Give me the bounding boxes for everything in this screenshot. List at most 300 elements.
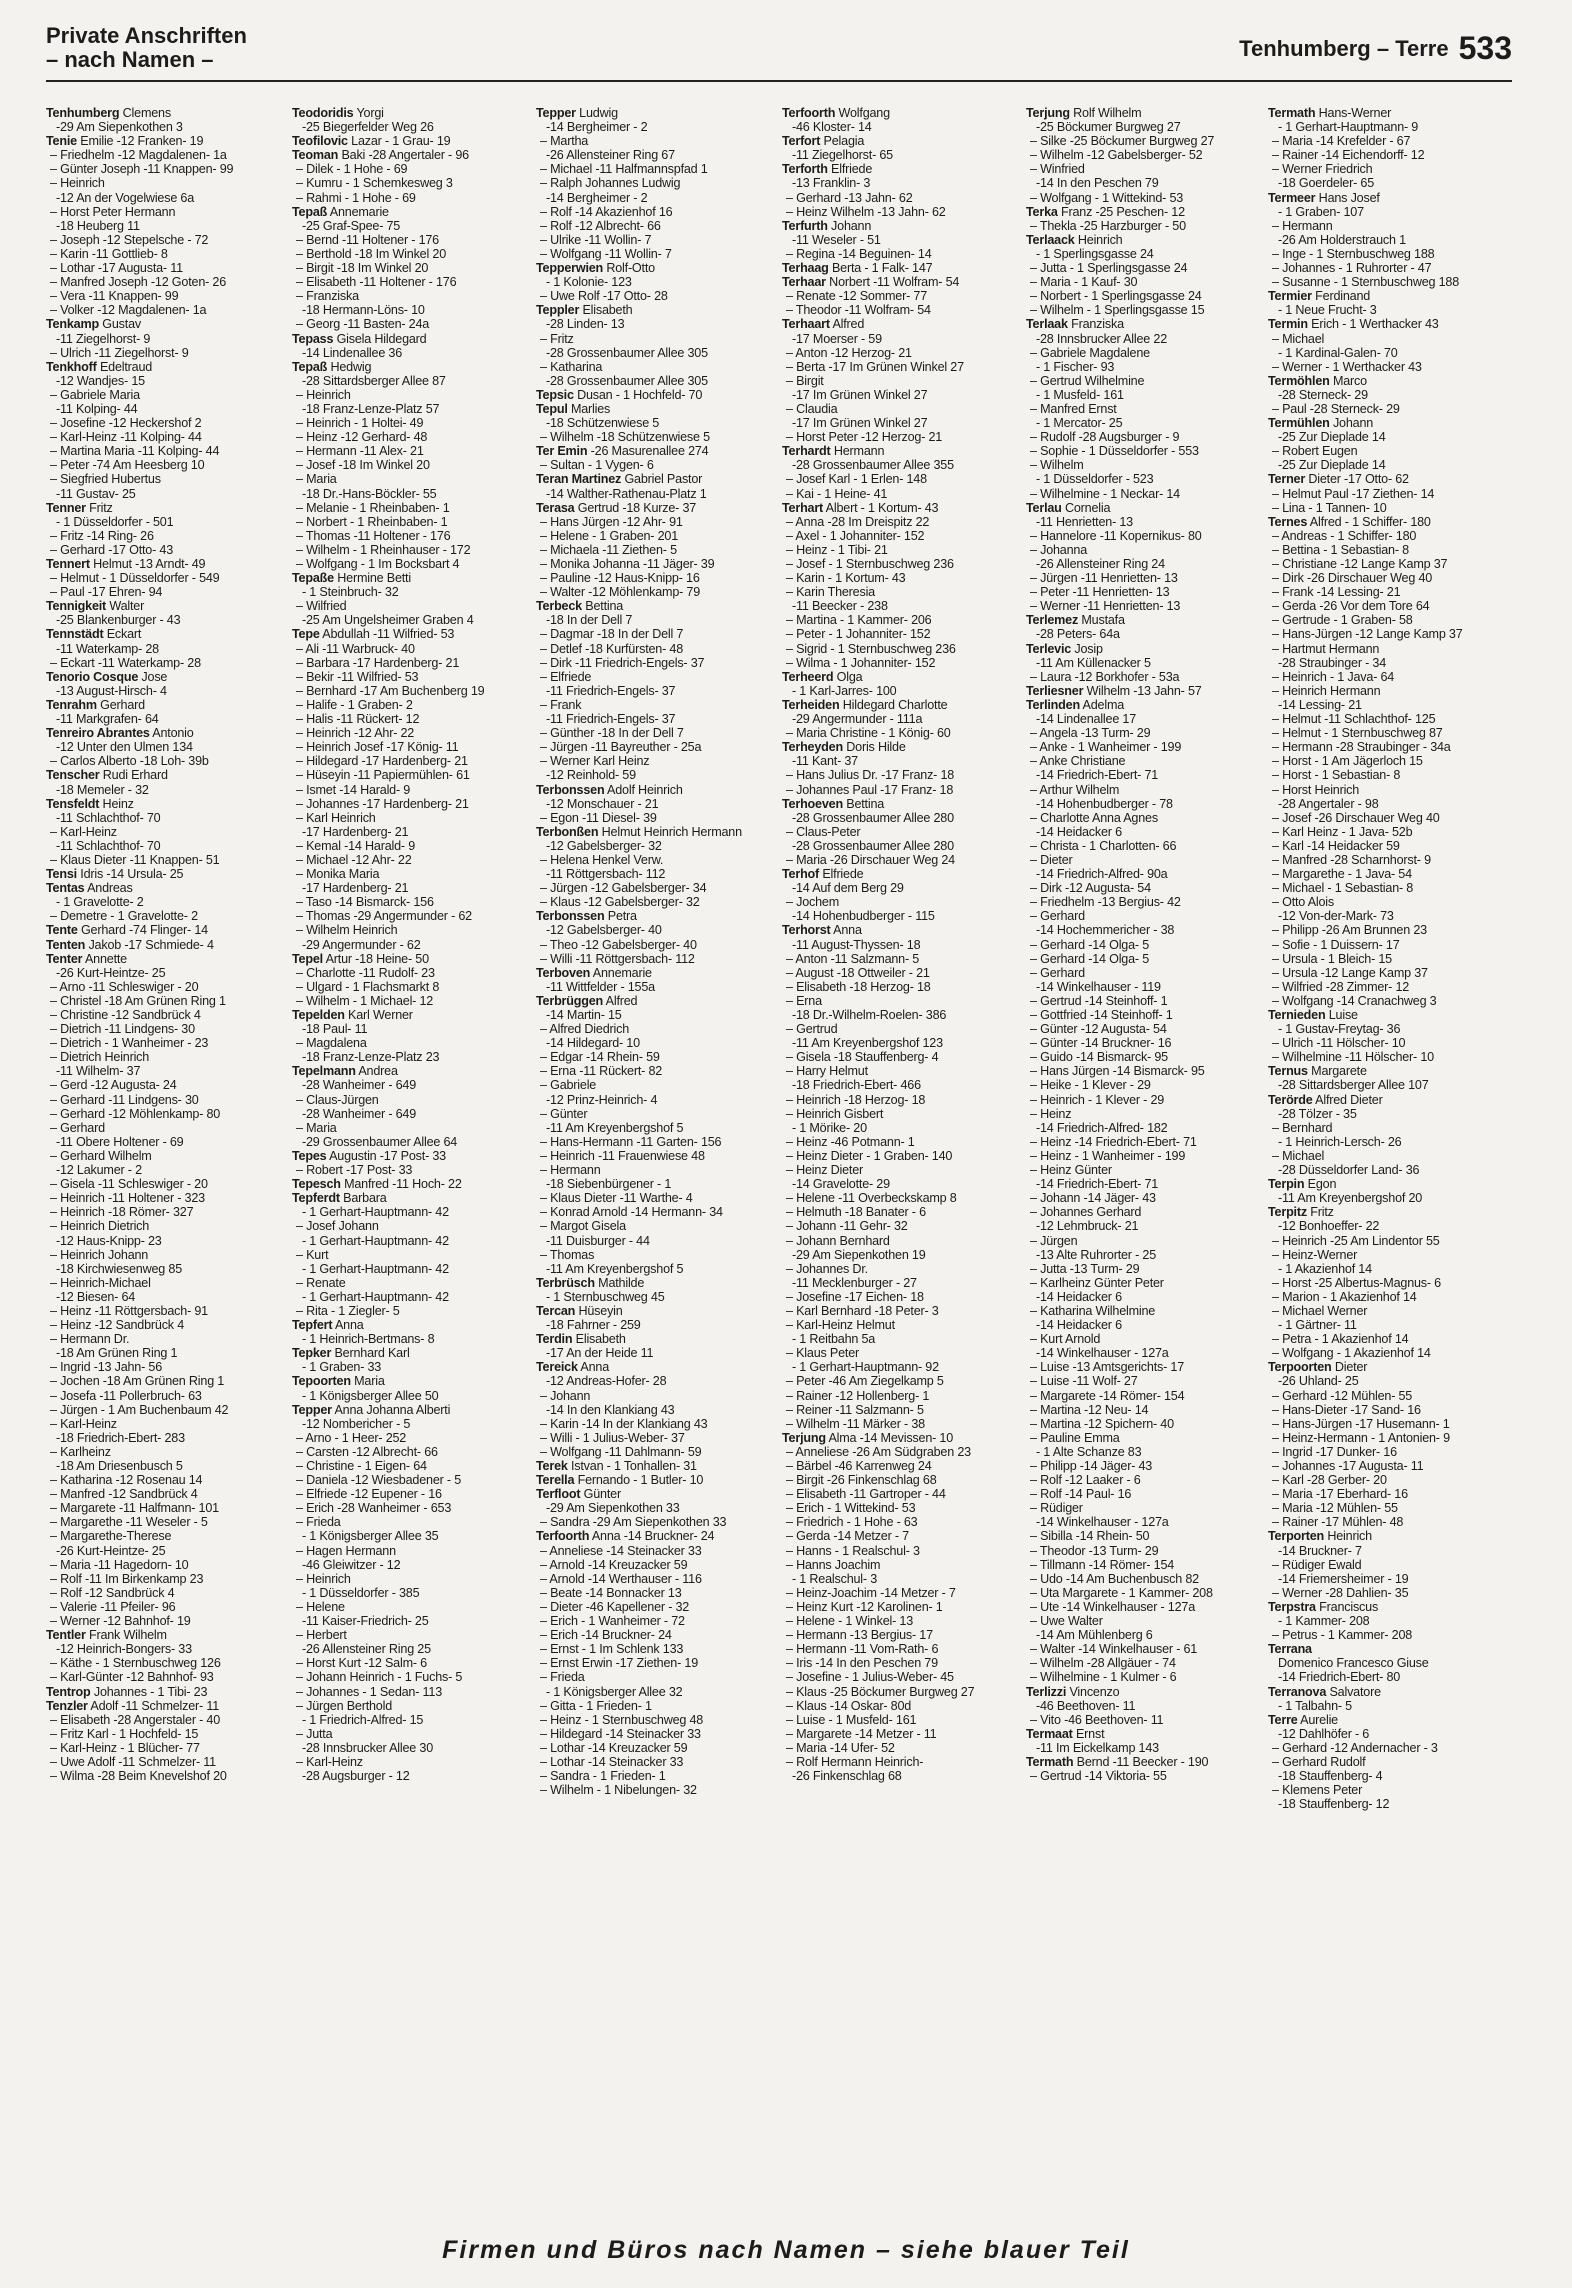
- directory-entry-line: – Josef -26 Dirschauer Weg 40: [1272, 810, 1440, 825]
- directory-entry-line: – Luise -13 Amtsgerichts- 17: [1030, 1360, 1184, 1375]
- surname: Ternus: [1268, 1064, 1308, 1079]
- directory-entry-line: – Rudolf -28 Augsburger - 9: [1030, 430, 1180, 445]
- directory-entry-line: – Frieda: [540, 1670, 585, 1685]
- directory-entry-line: Terbrüsch Mathilde: [536, 1275, 645, 1290]
- directory-entry-line: - 1 Akazienhof 14: [1278, 1261, 1372, 1276]
- surname: Tepoorten: [292, 1374, 351, 1389]
- surname: Terlevic: [1026, 641, 1072, 656]
- directory-entry-line: -14 Lessing- 21: [1278, 697, 1362, 712]
- directory-entry-line: -29 Angermunder - 111a: [792, 712, 923, 727]
- directory-entry-line: Teofilovic Lazar - 1 Grau- 19: [292, 134, 451, 149]
- directory-entry-line: - 1 Mercator- 25: [1036, 416, 1123, 431]
- directory-entry-line: – Peter -46 Am Ziegelkamp 5: [786, 1374, 944, 1389]
- directory-entry-line: – Volker -12 Magdalenen- 1a: [50, 303, 207, 318]
- directory-entry-line: – Walter -14 Winkelhauser - 61: [1030, 1642, 1198, 1657]
- directory-entry-line: – Heinz Dieter - 1 Graben- 140: [786, 1148, 953, 1163]
- directory-entry-line: – Horst - 1 Am Jägerloch 15: [1272, 754, 1423, 769]
- directory-entry-line: -18 Dr.-Wilhelm-Roelen- 386: [792, 1008, 947, 1022]
- surname: Termeer: [1268, 190, 1316, 205]
- directory-entry-line: – Michael Werner: [1272, 1303, 1368, 1318]
- directory-entry-line: -18 Goerdeler- 65: [1278, 176, 1375, 191]
- directory-entry-line: – Anton -12 Herzog- 21: [786, 345, 912, 360]
- directory-entry-line: – Helmut - 1 Sternbuschweg 87: [1272, 726, 1443, 741]
- directory-entry-line: – Walter -12 Möhlenkamp- 79: [540, 585, 701, 600]
- directory-entry-line: -11 Friedrich-Engels- 37: [546, 712, 676, 727]
- directory-entry-line: – Manfred Joseph -12 Goten- 26: [50, 275, 227, 290]
- directory-entry-line: Tentas Andreas: [46, 881, 133, 896]
- directory-entry-line: – Detlef -18 Kurfürsten- 48: [540, 641, 684, 656]
- directory-entry-line: – Heinrich -11 Frauenwiese 48: [540, 1148, 705, 1163]
- directory-entry-line: – Heinrich Gisbert: [786, 1106, 884, 1121]
- surname: Terbonssen: [536, 909, 605, 924]
- directory-entry-line: Tenzler Adolf -11 Schmelzer- 11: [46, 1698, 219, 1713]
- directory-entry-line: – Wilhelmine - 1 Kulmer - 6: [1030, 1670, 1177, 1685]
- directory-entry-line: Tepaß Annemarie: [292, 204, 389, 219]
- directory-entry-line: – Michaela -11 Ziethen- 5: [540, 542, 677, 557]
- directory-entry-line: -11 Im Eickelkamp 143: [1036, 1740, 1159, 1755]
- directory-entry-line: -12 Lehmbruck- 21: [1036, 1219, 1139, 1234]
- directory-entry-line: – Berta -17 Im Grünen Winkel 27: [786, 359, 964, 374]
- directory-entry-line: – Josefine -12 Heckershof 2: [50, 416, 202, 431]
- directory-entry-line: Tepes Augustin -17 Post- 33: [292, 1148, 446, 1163]
- directory-entry-line: – Käthe - 1 Sternbuschweg 126: [50, 1656, 221, 1671]
- directory-entry-line: -12 Von-der-Mark- 73: [1278, 909, 1394, 924]
- directory-entry-line: -14 In den Klankiang 43: [546, 1402, 675, 1417]
- directory-entry-line: Termin Erich - 1 Werthacker 43: [1268, 317, 1439, 332]
- directory-entry-line: – Valerie -11 Pfeiler- 96: [50, 1599, 176, 1614]
- directory-entry-line: – Charlotte Anna Agnes: [1030, 810, 1158, 825]
- directory-entry-line: Ternieden Luise: [1268, 1008, 1358, 1022]
- directory-entry-line: – Marion - 1 Akazienhof 14: [1272, 1289, 1417, 1304]
- surname: Terhardt: [782, 444, 831, 459]
- surname: Terpitz: [1268, 1205, 1307, 1220]
- directory-entry-line: – Erich -28 Wanheimer - 653: [296, 1501, 452, 1516]
- directory-entry-line: – Johann Bernhard: [786, 1233, 890, 1248]
- directory-entry-line: – Hermann -28 Straubinger - 34a: [1272, 740, 1451, 755]
- surname: Terhaar: [782, 275, 826, 290]
- surname: Tepperwien: [536, 261, 604, 276]
- directory-entry-line: – Heinz Kurt -12 Karolinen- 1: [786, 1599, 943, 1614]
- directory-entry-line: -28 Sittardsberger Allee 87: [302, 373, 446, 388]
- directory-column-5: [1026, 106, 1258, 2236]
- directory-entry-line: – Gisela -18 Stauffenberg- 4: [786, 1050, 939, 1065]
- directory-entry-line: -25 Graf-Spee- 75: [302, 218, 401, 233]
- directory-entry-line: – Frank: [540, 697, 582, 712]
- directory-column-4: [782, 106, 1014, 2236]
- surname: Tepaße: [292, 571, 334, 586]
- surname: Tepaß: [292, 204, 328, 219]
- directory-entry-line: – Johann Heinrich - 1 Fuchs- 5: [296, 1670, 463, 1685]
- directory-entry-line: -14 Winkelhauser - 127a: [1036, 1515, 1169, 1530]
- directory-entry-line: – Karl-Heinz - 1 Blücher- 77: [50, 1740, 200, 1755]
- directory-entry-line: – Carlos Alberto -18 Loh- 39b: [50, 754, 209, 769]
- directory-entry-line: -12 Prinz-Heinrich- 4: [546, 1092, 658, 1107]
- surname: Tepaß: [292, 359, 328, 374]
- directory-entry-line: Termühlen Johann: [1268, 416, 1374, 431]
- directory-entry-line: – Dilek - 1 Hohe - 69: [296, 162, 408, 177]
- page-header: [46, 24, 1512, 82]
- directory-entry-line: – Karl-Günter -12 Bahnhof- 93: [50, 1670, 214, 1685]
- directory-entry-line: Terka Franz -25 Peschen- 12: [1026, 204, 1185, 219]
- directory-entry-line: Terhof Elfriede: [782, 867, 864, 882]
- surname: Terpstra: [1268, 1599, 1316, 1614]
- directory-entry-line: – Horst Peter Hermann: [50, 204, 176, 219]
- directory-entry-line: -17 Im Grünen Winkel 27: [792, 416, 928, 431]
- directory-entry-line: Terhart Albert - 1 Kortum- 43: [782, 500, 939, 515]
- directory-entry-line: – Heinz Günter: [1030, 1163, 1112, 1178]
- directory-entry-line: Terdin Elisabeth: [536, 1332, 626, 1347]
- directory-entry-line: Termaat Ernst: [1026, 1726, 1105, 1741]
- directory-entry-line: Tepul Marlies: [536, 401, 611, 416]
- surname: Teppler: [536, 303, 580, 318]
- directory-entry-line: – Heinz-Joachim -14 Metzer - 7: [786, 1585, 956, 1600]
- surname: Tenner: [46, 500, 86, 515]
- directory-entry-line: -28 Wanheimer - 649: [302, 1078, 417, 1093]
- directory-entry-line: – Hannelore -11 Kopernikus- 80: [1030, 528, 1202, 543]
- directory-entry-line: – Elisabeth -11 Gartroper - 44: [786, 1487, 946, 1502]
- directory-entry-line: Terfoorth Wolfgang: [782, 106, 890, 120]
- directory-entry-line: -28 Grossenbaumer Allee 355: [792, 458, 954, 473]
- directory-entry-line: - 1 Graben- 107: [1278, 204, 1364, 219]
- directory-entry-line: Termöhlen Marco: [1268, 373, 1367, 388]
- directory-entry-line: – Helmuth -18 Banater - 6: [786, 1205, 926, 1220]
- directory-entry-line: - 1 Gärtner- 11: [1278, 1318, 1357, 1333]
- directory-entry-line: -26 Allensteiner Ring 24: [1036, 557, 1165, 571]
- directory-entry-line: Terfoorth Anna -14 Bruckner- 24: [536, 1529, 715, 1544]
- directory-entry-line: – Ismet -14 Harald- 9: [296, 782, 411, 797]
- directory-entry-line: – Maria -26 Dirschauer Weg 24: [786, 852, 955, 867]
- directory-entry-line: – Gerhard -14 Olga- 5: [1030, 937, 1150, 952]
- directory-entry-line: – Rolf -11 Im Birkenkamp 23: [50, 1571, 204, 1586]
- directory-entry-line: -14 Am Mühlenberg 6: [1036, 1628, 1153, 1643]
- directory-entry-line: - 1 Königsberger Allee 35: [302, 1529, 439, 1544]
- directory-entry-line: – Anna -28 Im Dreispitz 22: [786, 514, 930, 529]
- directory-entry-line: – Erich -14 Bruckner- 24: [540, 1628, 672, 1643]
- directory-entry-line: – Katharina -12 Rosenau 14: [50, 1473, 203, 1488]
- directory-entry-line: Tepe Abdullah -11 Wilfried- 53: [292, 627, 455, 642]
- directory-entry-line: – Eckart -11 Waterkamp- 28: [50, 655, 201, 670]
- surname: Terhoeven: [782, 796, 843, 811]
- surname: Tenter: [46, 951, 83, 966]
- directory-entry-line: -13 Alte Ruhrorter - 25: [1036, 1247, 1156, 1262]
- directory-entry-line: -12 Gabelsberger- 32: [546, 838, 662, 853]
- directory-entry-line: – Dietrich -11 Lindgens- 30: [50, 1022, 195, 1037]
- directory-entry-line: Tepel Artur -18 Heine- 50: [292, 951, 429, 966]
- directory-entry-line: -14 Gravelotte- 29: [792, 1177, 890, 1192]
- directory-entry-line: -12 Monschauer - 21: [546, 796, 659, 811]
- directory-entry-line: – Arno -11 Schleswiger - 20: [50, 979, 199, 994]
- directory-entry-line: -14 Friedrich-Ebert- 80: [1278, 1670, 1401, 1685]
- directory-entry-line: – Heinrich: [296, 1571, 351, 1586]
- directory-entry-line: – Hermann: [540, 1163, 601, 1178]
- directory-entry-line: – Arnold -14 Werthauser - 116: [540, 1571, 702, 1586]
- directory-entry-line: – Bekir -11 Wilfried- 53: [296, 669, 419, 684]
- directory-entry-line: -25 Böckumer Burgweg 27: [1036, 120, 1181, 135]
- directory-entry-line: – Michael: [1272, 1148, 1325, 1163]
- directory-entry-line: – Lothar -14 Kreuzacker 59: [540, 1740, 688, 1755]
- directory-entry-line: – Herbert: [296, 1628, 347, 1643]
- directory-entry-line: – Rolf -12 Sandbrück 4: [50, 1585, 175, 1600]
- directory-entry-line: – Heinz-Werner: [1272, 1247, 1358, 1262]
- directory-entry-line: – Helmut - 1 Düsseldorfer - 549: [50, 571, 220, 586]
- directory-entry-line: – Wilhelm -12 Gabelsberger- 52: [1030, 148, 1203, 163]
- directory-entry-line: – Sofie - 1 Duissern- 17: [1272, 937, 1400, 952]
- directory-entry-line: Terhaart Alfred: [782, 317, 865, 332]
- directory-entry-line: – Hans Julius Dr. -17 Franz- 18: [786, 768, 955, 783]
- directory-entry-line: – Karin -11 Gottlieb- 8: [50, 246, 168, 261]
- directory-entry-line: – Sultan - 1 Vygen- 6: [540, 458, 654, 473]
- directory-entry-line: Terfloot Günter: [536, 1487, 621, 1502]
- directory-entry-line: – Josef Karl - 1 Erlen- 148: [786, 472, 927, 487]
- directory-entry-line: – Heinz-Hermann - 1 Antonien- 9: [1272, 1430, 1450, 1445]
- directory-entry-line: Terlizzi Vincenzo: [1026, 1684, 1120, 1699]
- directory-entry-line: – Regina -14 Beguinen- 14: [786, 246, 932, 261]
- directory-entry-line: – Hanns Joachim: [786, 1557, 881, 1572]
- surname: Terdin: [536, 1332, 573, 1347]
- directory-column-2: [292, 106, 524, 2236]
- surname: Tepper: [292, 1402, 332, 1417]
- directory-entry-line: – Magdalena: [296, 1036, 367, 1051]
- directory-entry-line: -18 Friedrich-Ebert- 466: [792, 1078, 921, 1093]
- directory-entry-line: Tenorio Cosque Jose: [46, 669, 168, 684]
- directory-entry-line: – Ulrich -11 Hölscher- 10: [1272, 1036, 1406, 1051]
- directory-entry-line: -14 Heidacker 6: [1036, 824, 1122, 839]
- surname: Tennert: [46, 557, 90, 571]
- surname: Terliesner: [1026, 683, 1084, 698]
- directory-entry-line: Tercan Hüseyin: [536, 1303, 623, 1318]
- directory-entry-line: – Frank -14 Lessing- 21: [1272, 585, 1401, 600]
- directory-entry-line: - 1 Sternbuschweg 45: [546, 1289, 665, 1304]
- directory-entry-line: – Norbert - 1 Rheinbaben- 1: [296, 514, 448, 529]
- directory-entry-line: – Sibilla -14 Rhein- 50: [1030, 1529, 1150, 1544]
- directory-entry-line: Tepfert Anna: [292, 1318, 364, 1333]
- directory-entry-line: – Margot Gisela: [540, 1219, 626, 1234]
- directory-entry-line: -11 Henrietten- 13: [1036, 514, 1133, 529]
- surname: Tercan: [536, 1303, 576, 1318]
- directory-entry-line: – Vera -11 Knappen- 99: [50, 289, 179, 304]
- directory-entry-line: Terbonssen Petra: [536, 909, 637, 924]
- directory-entry-line: -14 Lindenallee 36: [302, 345, 403, 360]
- directory-entry-line: – Katharina: [540, 359, 603, 374]
- directory-entry-line: – Bärbel -46 Karrenweg 24: [786, 1459, 932, 1473]
- surname: Tepesch: [292, 1177, 341, 1192]
- directory-entry-line: – Werner Karl Heinz: [540, 754, 650, 769]
- directory-entry-line: – Karin Theresia: [786, 585, 875, 600]
- directory-entry-line: Terlau Cornelia: [1026, 500, 1111, 515]
- directory-entry-line: – Birgit: [786, 373, 824, 388]
- directory-entry-line: – Dieter -46 Kapellener - 32: [540, 1599, 690, 1614]
- surname: Teoman: [292, 148, 339, 163]
- directory-entry-line: – Hermann -13 Bergius- 17: [786, 1628, 933, 1643]
- surname: Teodoridis: [292, 106, 354, 120]
- directory-entry-line: -18 Siebenbürgener - 1: [546, 1177, 672, 1192]
- surname: Terasa: [536, 500, 575, 515]
- directory-entry-line: - 1 Neue Frucht- 3: [1278, 303, 1377, 318]
- directory-entry-line: – Renate -12 Sommer- 77: [786, 289, 927, 304]
- directory-entry-line: – Horst -25 Albertus-Magnus- 6: [1272, 1275, 1441, 1290]
- directory-entry-line: – Petrus - 1 Kammer- 208: [1272, 1628, 1413, 1643]
- directory-entry-line: -28 Grossenbaumer Allee 280: [792, 810, 954, 825]
- directory-entry-line: – Ralph Johannes Ludwig: [540, 176, 681, 191]
- surname: Terfoorth: [782, 106, 836, 120]
- directory-entry-line: – Jürgen -12 Gabelsberger- 34: [540, 881, 707, 896]
- directory-entry-line: Terjung Rolf Wilhelm: [1026, 106, 1142, 120]
- surname: Ternes: [1268, 514, 1308, 529]
- directory-entry-line: -14 Bergheimer - 2: [546, 120, 648, 135]
- directory-entry-line: – Hildegard -17 Hardenberg- 21: [296, 754, 468, 769]
- directory-entry-line: -11 Ziegelhorst- 65: [792, 148, 893, 163]
- directory-entry-line: -29 Am Siepenkothen 19: [792, 1247, 926, 1262]
- directory-entry-line: – Heinrich Josef -17 König- 11: [296, 740, 459, 755]
- directory-entry-line: – Wilhelm - 1 Nibelungen- 32: [540, 1783, 697, 1798]
- directory-entry-line: – Heinrich: [296, 387, 351, 402]
- directory-entry-line: -11 Beecker - 238: [792, 599, 888, 614]
- directory-entry-line: – Gerhard -13 Jahn- 62: [786, 190, 913, 205]
- directory-entry-line: - 1 Gerhart-Hauptmann- 9: [1278, 120, 1419, 135]
- directory-entry-line: – Claudia: [786, 401, 838, 416]
- directory-entry-line: – Wilfried -28 Zimmer- 12: [1272, 979, 1410, 994]
- directory-entry-line: – Daniela -12 Wiesbadener - 5: [296, 1473, 462, 1488]
- directory-entry-line: – Jochem: [786, 895, 839, 910]
- directory-entry-line: - 1 Mörike- 20: [792, 1120, 867, 1135]
- surname: Tepel: [292, 951, 323, 966]
- surname: Terka: [1026, 204, 1058, 219]
- directory-entry-line: -14 Friedrich-Ebert- 71: [1036, 1177, 1159, 1192]
- directory-entry-line: -18 Paul- 11: [302, 1022, 368, 1037]
- directory-entry-line: – Wilhelm: [1030, 458, 1084, 473]
- directory-entry-line: Tenreiro Abrantes Antonio: [46, 726, 194, 741]
- directory-entry-line: – Udo -14 Am Buchenbusch 82: [1030, 1571, 1199, 1586]
- surname: Terporten: [1268, 1529, 1325, 1544]
- directory-entry-line: - 1 Düsseldorfer - 523: [1036, 472, 1154, 487]
- directory-entry-line: Termeer Hans Josef: [1268, 190, 1380, 205]
- directory-entry-line: -26 Allensteiner Ring 67: [546, 148, 675, 163]
- directory-entry-line: – Martina -12 Neu- 14: [1030, 1402, 1149, 1417]
- directory-entry-line: - 1 Düsseldorfer - 501: [56, 514, 174, 529]
- directory-entry-line: – Rolf -12 Albrecht- 66: [540, 218, 661, 233]
- directory-entry-line: – Johannes - 1 Sedan- 113: [296, 1684, 443, 1699]
- directory-entry-line: – Willi - 1 Julius-Weber- 37: [540, 1430, 685, 1445]
- directory-entry-line: -18 Am Grünen Ring 1: [56, 1346, 178, 1361]
- directory-entry-line: – Peter -74 Am Heesberg 10: [50, 458, 205, 473]
- directory-entry-line: – Heinz Dieter: [786, 1163, 863, 1178]
- directory-entry-line: Terlaack Heinrich: [1026, 232, 1123, 247]
- directory-entry-line: -11 Friedrich-Engels- 37: [546, 683, 676, 698]
- directory-entry-line: – Karl-Heinz: [296, 1754, 363, 1769]
- directory-entry-line: – August -18 Ottweiler - 21: [786, 965, 930, 980]
- directory-entry-line: -14 Auf dem Berg 29: [792, 881, 904, 896]
- surname: Tensfeldt: [46, 796, 100, 811]
- directory-entry-line: Terörde Alfred Dieter: [1268, 1092, 1383, 1107]
- directory-entry-line: -14 Hochemmericher - 38: [1036, 923, 1175, 938]
- directory-entry-line: – Johannes Paul -17 Franz- 18: [786, 782, 954, 797]
- directory-entry-line: Tepaße Hermine Betti: [292, 571, 411, 586]
- directory-entry-line: – Manfred -12 Sandbrück 4: [50, 1487, 198, 1502]
- directory-entry-line: - 1 Düsseldorfer - 385: [302, 1585, 420, 1600]
- directory-entry-line: – Erna: [786, 993, 822, 1008]
- directory-entry-line: Terpin Egon: [1268, 1177, 1337, 1192]
- directory-entry-line: Tepferdt Barbara: [292, 1191, 387, 1206]
- directory-entry-line: Terhoeven Bettina: [782, 796, 885, 811]
- directory-entry-line: – Robert -17 Post- 33: [296, 1163, 413, 1178]
- surname: Tentler: [46, 1628, 86, 1643]
- surname: Tenhumberg: [46, 106, 120, 120]
- directory-entry-line: -11 Am Kreyenbergshof 5: [546, 1120, 684, 1135]
- directory-entry-line: – Rita - 1 Ziegler- 5: [296, 1303, 400, 1318]
- directory-entry-line: -28 Grossenbaumer Allee 305: [546, 345, 708, 360]
- directory-entry-line: – Michael -12 Ahr- 22: [296, 852, 412, 867]
- surname: Termin: [1268, 317, 1308, 332]
- directory-entry-line: Tenhumberg Clemens: [46, 106, 171, 120]
- directory-entry-line: – Thomas: [540, 1247, 595, 1262]
- directory-entry-line: Tenkamp Gustav: [46, 317, 141, 332]
- directory-entry-line: – Anke - 1 Wanheimer - 199: [1030, 740, 1182, 755]
- directory-entry-line: – Jürgen: [1030, 1233, 1078, 1248]
- surname: Terek: [536, 1459, 568, 1473]
- directory-entry-line: – Maria -12 Mühlen- 55: [1272, 1501, 1398, 1516]
- directory-entry-line: – Wilma - 1 Johanniter- 152: [786, 655, 936, 670]
- directory-entry-line: Terlaak Franziska: [1026, 317, 1124, 332]
- directory-entry-line: – Jürgen - 1 Am Buchenbaum 42: [50, 1402, 229, 1417]
- directory-entry-line: Terpitz Fritz: [1268, 1205, 1334, 1220]
- directory-entry-line: -17 An der Heide 11: [546, 1346, 654, 1361]
- directory-entry-line: - 1 Gerhart-Hauptmann- 42: [302, 1289, 449, 1304]
- directory-entry-line: Terbeck Bettina: [536, 599, 624, 614]
- directory-entry-line: – Rainer -17 Mühlen- 48: [1272, 1515, 1404, 1530]
- directory-entry-line: Terranova Salvatore: [1268, 1684, 1381, 1699]
- directory-entry-line: – Barbara -17 Hardenberg- 21: [296, 655, 460, 670]
- directory-entry-line: – Rolf -14 Paul- 16: [1030, 1487, 1132, 1502]
- surname: Terbrüggen: [536, 993, 604, 1008]
- directory-entry-line: – Horst Kurt -12 Salm- 6: [296, 1656, 427, 1671]
- directory-entry-line: – Heinz -46 Potmann- 1: [786, 1134, 915, 1149]
- directory-entry-line: Tepelden Karl Werner: [292, 1008, 413, 1022]
- directory-entry-line: – Dirk -12 Augusta- 54: [1030, 881, 1151, 896]
- directory-entry-line: – Gertrud Wilhelmine: [1030, 373, 1145, 388]
- surname: Terner: [1268, 472, 1306, 487]
- directory-entry-line: – Karl Heinz - 1 Java- 52b: [1272, 824, 1413, 839]
- directory-entry-line: – Martina Maria -11 Kolping- 44: [50, 444, 220, 459]
- directory-entry-line: -18 In der Dell 7: [546, 613, 633, 628]
- directory-entry-line: – Helmut -11 Schlachthof- 125: [1272, 712, 1436, 727]
- surname: Tenscher: [46, 768, 100, 783]
- directory-entry-line: – Martina -12 Spichern- 40: [1030, 1416, 1174, 1431]
- directory-entry-line: Tenie Emilie -12 Franken- 19: [46, 134, 204, 149]
- directory-entry-line: -28 Grossenbaumer Allee 280: [792, 838, 954, 853]
- directory-entry-line: – Karin - 1 Kortum- 43: [786, 571, 906, 586]
- directory-entry-line: Ternes Alfred - 1 Schiffer- 180: [1268, 514, 1431, 529]
- directory-entry-line: – Hans-Hermann -11 Garten- 156: [540, 1134, 722, 1149]
- directory-entry-line: – Rüdiger: [1030, 1501, 1083, 1516]
- directory-entry-line: -11 Kolping- 44: [56, 401, 138, 416]
- directory-entry-line: – Karl -14 Heidacker 59: [1272, 838, 1400, 853]
- directory-entry-line: -11 Weseler - 51: [792, 232, 881, 247]
- directory-entry-line: – Sandra - 1 Frieden- 1: [540, 1769, 666, 1784]
- directory-entry-line: – Berthold -18 Im Winkel 20: [296, 246, 446, 261]
- directory-entry-line: – Lothar -14 Steinacker 33: [540, 1754, 684, 1769]
- directory-entry-line: – Heinrich - 1 Java- 64: [1272, 669, 1395, 684]
- directory-entry-line: – Jutta -13 Turm- 29: [1030, 1261, 1140, 1276]
- directory-entry-line: -18 Stauffenberg- 4: [1278, 1769, 1383, 1784]
- directory-entry-line: – Maria - 1 Kauf- 30: [1030, 275, 1138, 290]
- directory-entry-line: – Winfried: [1030, 162, 1085, 177]
- directory-entry-line: – Katharina Wilhelmine: [1030, 1303, 1156, 1318]
- directory-entry-line: -26 Kurt-Heintze- 25: [56, 965, 166, 980]
- directory-entry-line: – Christine -12 Sandbrück 4: [50, 1008, 201, 1022]
- directory-entry-line: – Wilhelm Heinrich: [296, 923, 398, 938]
- surname: Tepes: [292, 1148, 327, 1163]
- directory-entry-line: -14 Friedrich-Alfred- 182: [1036, 1120, 1168, 1135]
